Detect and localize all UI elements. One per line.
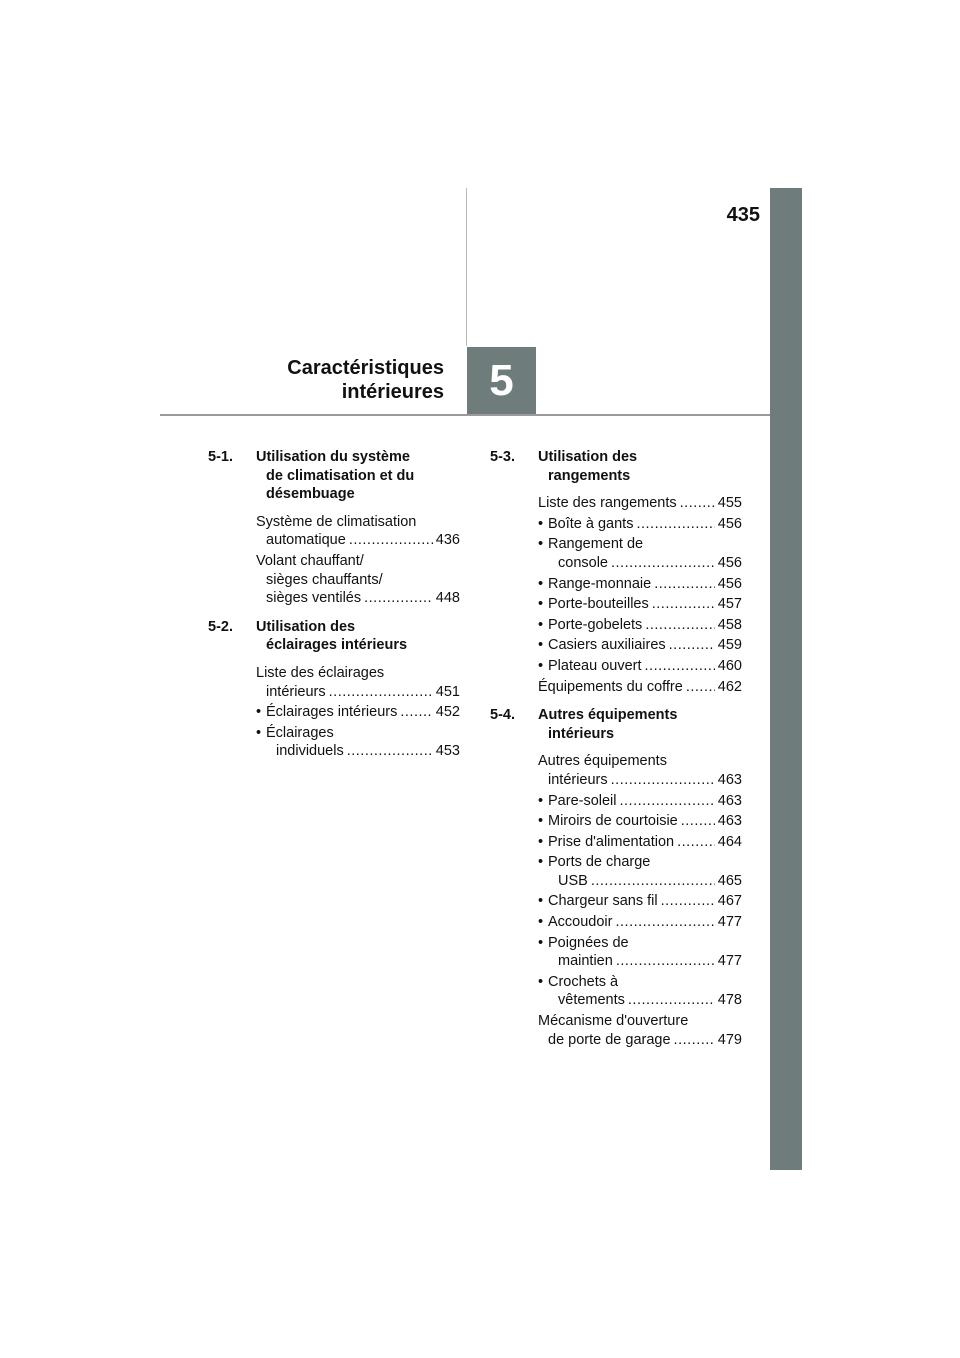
entry-label: Liste des rangements	[538, 495, 677, 512]
entry-text-line: sièges chauffants/	[266, 571, 383, 588]
entry-page-number: 453	[435, 743, 460, 760]
section-number: 5-1.	[208, 449, 233, 465]
entry-label: Prise d'alimentation	[548, 833, 675, 850]
section-title-line: de climatisation et du	[266, 467, 415, 484]
entry-text-line: Ports de charge •	[538, 854, 651, 871]
section-gap	[490, 698, 742, 706]
toc-sub-entry[interactable]	[490, 792, 742, 811]
toc-section-heading	[490, 706, 742, 743]
entry-page-number: 457	[717, 596, 742, 613]
entry-leader-line	[208, 703, 460, 722]
bullet-icon: •	[538, 934, 544, 951]
bullet-icon: •	[538, 813, 544, 830]
entry-page-number: 456	[717, 515, 742, 532]
entry-label: Éclairages intérieurs	[266, 704, 398, 721]
entry-label: automatique	[266, 532, 346, 549]
toc-sub-entry[interactable]	[490, 636, 742, 655]
bullet-icon: •	[538, 893, 544, 910]
chapter-title	[230, 356, 444, 404]
toc-sub-entry[interactable]	[490, 973, 742, 1010]
bullet-icon: •	[538, 596, 544, 613]
entry-page-number: 448	[435, 590, 460, 607]
entry-label: Chargeur sans fil	[548, 893, 658, 910]
entry-text-line: Rangement de •	[538, 536, 644, 553]
dot-leader	[674, 1031, 715, 1050]
dot-leader	[400, 703, 432, 722]
entry-leader-line	[490, 515, 742, 534]
entry-page-number: 463	[717, 813, 742, 830]
entry-label: Boîte à gants	[548, 515, 634, 532]
entry-page-number: 477	[717, 953, 742, 970]
dot-leader	[591, 872, 715, 891]
section-gap	[208, 610, 460, 618]
entry-page-number: 452	[435, 704, 460, 721]
toc-section-heading	[208, 618, 460, 655]
dot-leader	[615, 913, 714, 932]
page-number: 435	[726, 204, 760, 226]
entry-label: Porte-gobelets	[548, 616, 643, 633]
bullet-icon: •	[538, 515, 544, 532]
entry-leader-line	[490, 892, 742, 911]
dot-leader	[611, 771, 715, 790]
toc-entry[interactable]	[490, 678, 742, 697]
section-title-line: Utilisation des	[538, 449, 638, 465]
entry-label: vêtements	[558, 992, 625, 1009]
toc-entry[interactable]	[490, 1012, 742, 1049]
toc-section-heading	[208, 448, 460, 504]
entry-page-number: 477	[717, 914, 742, 931]
toc-sub-entry[interactable]	[490, 657, 742, 676]
entry-page-number: 465	[717, 872, 742, 889]
dot-leader	[680, 494, 715, 513]
entry-leader-line	[490, 913, 742, 932]
section-title-line: rangements	[548, 467, 631, 484]
section-title-line: Autres équipements	[538, 707, 678, 724]
dot-leader	[677, 833, 715, 852]
toc-entry[interactable]	[208, 552, 460, 608]
bullet-icon: •	[538, 833, 544, 850]
chapter-number-box: 5	[467, 347, 536, 414]
bullet-icon: •	[538, 854, 544, 871]
toc-sub-entry[interactable]	[490, 595, 742, 614]
toc-sub-entry[interactable]	[208, 703, 460, 722]
toc-sub-entry[interactable]	[490, 575, 742, 594]
toc-column-right	[490, 448, 742, 1051]
entry-page-number: 436	[435, 532, 460, 549]
entry-label: Pare-soleil	[548, 792, 617, 809]
toc-sub-entry[interactable]	[490, 934, 742, 971]
dot-leader	[628, 991, 715, 1010]
dot-leader	[645, 616, 714, 635]
entry-label: sièges ventilés	[266, 590, 362, 607]
entry-leader-line	[208, 742, 460, 761]
bullet-icon: •	[538, 914, 544, 931]
entry-leader-line	[490, 1031, 742, 1050]
section-title-line: Utilisation du système	[256, 449, 410, 465]
dot-leader	[364, 589, 433, 608]
entry-page-number: 462	[717, 678, 742, 695]
bullet-icon: •	[538, 637, 544, 654]
entry-leader-line	[490, 657, 742, 676]
section-title	[256, 618, 460, 655]
entry-page-number: 467	[717, 893, 742, 910]
entry-page-number: 478	[717, 992, 742, 1009]
bullet-icon: •	[538, 792, 544, 809]
entry-label: intérieurs	[548, 771, 608, 788]
entry-label: de porte de garage	[548, 1031, 671, 1048]
chapter-title-line-1: Caractéristiques	[287, 357, 444, 379]
toc-sub-entry[interactable]	[490, 535, 742, 572]
entry-leader-line	[208, 683, 460, 702]
entry-page-number: 451	[435, 683, 460, 700]
header-horizontal-rule	[160, 414, 770, 416]
entry-leader-line	[490, 494, 742, 513]
entry-label: Range-monnaie	[548, 575, 652, 592]
entry-label: USB	[558, 872, 588, 889]
entry-label: Porte-bouteilles	[548, 596, 649, 613]
entry-page-number: 464	[717, 833, 742, 850]
dot-leader	[611, 554, 715, 573]
entry-label: Équipements du coffre	[538, 678, 683, 695]
entry-leader-line	[490, 771, 742, 790]
entry-page-number: 479	[717, 1031, 742, 1048]
toc-sub-entry[interactable]	[490, 892, 742, 911]
entry-text-line: Autres équipements	[538, 753, 667, 770]
entry-text-line: Volant chauffant/	[256, 552, 364, 569]
entry-label: individuels	[276, 743, 344, 760]
entry-page-number: 463	[717, 792, 742, 809]
entry-leader-line	[490, 616, 742, 635]
dot-leader	[669, 636, 715, 655]
entry-leader-line	[490, 554, 742, 573]
toc-sub-entry[interactable]	[490, 812, 742, 831]
section-title-line: intérieurs	[548, 725, 615, 742]
dot-leader	[652, 595, 715, 614]
dot-leader	[620, 792, 715, 811]
entry-page-number: 463	[717, 771, 742, 788]
entry-text-line: Crochets à •	[538, 973, 619, 990]
toc-sub-entry[interactable]	[208, 724, 460, 761]
dot-leader	[329, 683, 433, 702]
bullet-icon: •	[256, 724, 262, 741]
entry-label: maintien	[558, 953, 613, 970]
dot-leader	[616, 952, 715, 971]
toc-entry[interactable]	[490, 494, 742, 513]
toc-section-heading	[490, 448, 742, 485]
entry-page-number: 456	[717, 554, 742, 571]
entry-page-number: 455	[717, 495, 742, 512]
entry-leader-line	[208, 531, 460, 550]
section-title	[538, 706, 742, 743]
dot-leader	[645, 657, 715, 676]
section-title-line: éclairages intérieurs	[266, 637, 408, 654]
chapter-thumb-tab	[770, 188, 802, 1170]
toc-sub-entry[interactable]	[490, 853, 742, 890]
entry-label: Casiers auxiliaires	[548, 637, 666, 654]
entry-leader-line	[490, 991, 742, 1010]
entry-leader-line	[490, 636, 742, 655]
section-title-line: Utilisation des	[256, 618, 356, 635]
entry-leader-line	[490, 678, 742, 697]
bullet-icon: •	[538, 616, 544, 633]
toc-sub-entry[interactable]	[490, 913, 742, 932]
entry-label: Miroirs de courtoisie	[548, 813, 678, 830]
entry-label: Plateau ouvert	[548, 657, 642, 674]
header-vertical-rule	[466, 188, 467, 346]
bullet-icon: •	[538, 536, 544, 553]
entry-leader-line	[490, 872, 742, 891]
entry-label: console	[558, 554, 608, 571]
section-number: 5-2.	[208, 618, 233, 635]
toc-entry[interactable]	[208, 513, 460, 550]
toc-sub-entry[interactable]	[490, 515, 742, 534]
entry-text-line: Système de climatisation	[256, 513, 417, 530]
section-title	[256, 448, 460, 504]
entry-leader-line	[208, 589, 460, 608]
entry-label: intérieurs	[266, 683, 326, 700]
section-title-line: désembuage	[266, 486, 355, 503]
section-number: 5-4.	[490, 707, 515, 724]
entry-page-number: 460	[717, 657, 742, 674]
section-title	[538, 448, 742, 485]
toc-sub-entry[interactable]	[490, 616, 742, 635]
entry-leader-line	[490, 812, 742, 831]
entry-text-line: Éclairages •	[256, 724, 334, 741]
dot-leader	[681, 812, 715, 831]
section-number: 5-3.	[490, 449, 515, 465]
dot-leader	[636, 515, 714, 534]
entry-text-line: Poignées de •	[538, 934, 629, 951]
toc-sub-entry[interactable]	[490, 833, 742, 852]
toc-entry[interactable]	[208, 664, 460, 701]
entry-page-number: 456	[717, 575, 742, 592]
dot-leader	[661, 892, 715, 911]
dot-leader	[686, 678, 715, 697]
entry-page-number: 459	[717, 637, 742, 654]
entry-text-line: Liste des éclairages	[256, 664, 385, 681]
entry-leader-line	[490, 595, 742, 614]
entry-text-line: Mécanisme d'ouverture	[538, 1013, 689, 1030]
chapter-title-line-2: intérieures	[341, 381, 444, 403]
entry-page-number: 458	[717, 616, 742, 633]
bullet-icon: •	[256, 704, 262, 721]
bullet-icon: •	[538, 575, 544, 592]
entry-label: Accoudoir	[548, 914, 613, 931]
entry-leader-line	[490, 952, 742, 971]
dot-leader	[347, 742, 433, 761]
entry-leader-line	[490, 792, 742, 811]
entry-leader-line	[490, 833, 742, 852]
entry-leader-line	[490, 575, 742, 594]
bullet-icon: •	[538, 657, 544, 674]
toc-column-left	[208, 448, 460, 763]
dot-leader	[349, 531, 433, 550]
dot-leader	[654, 575, 715, 594]
toc-entry[interactable]	[490, 752, 742, 789]
bullet-icon: •	[538, 973, 544, 990]
